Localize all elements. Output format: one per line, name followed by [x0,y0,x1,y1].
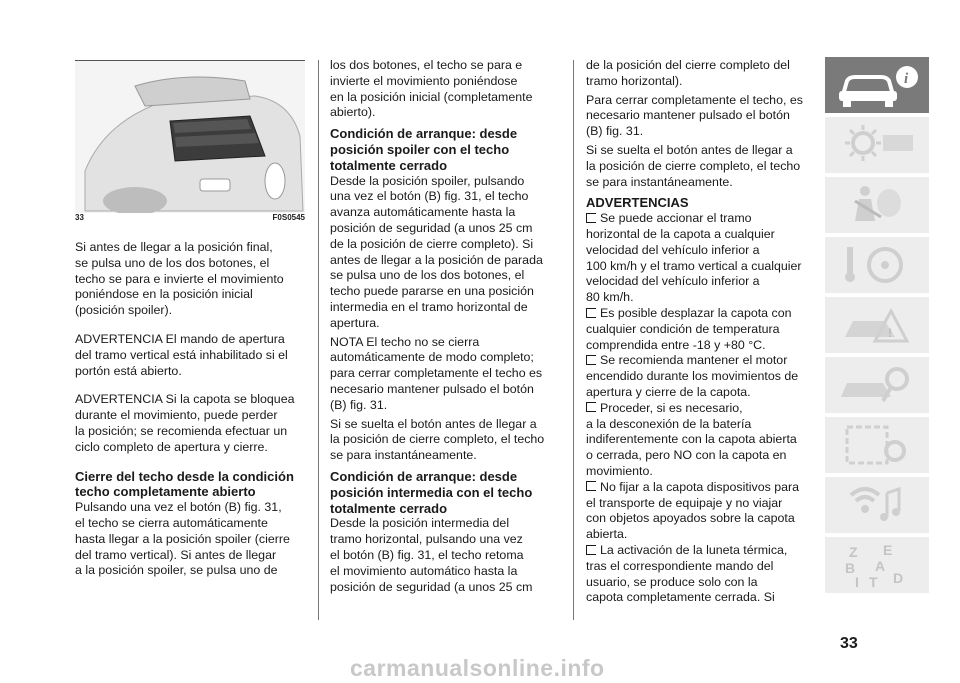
warnings-title: ADVERTENCIAS [586,195,689,211]
bullet-marker-icon [586,308,596,318]
figure-number: 33 [75,213,84,222]
warning-item: Es posible desplazar la capota con cualquier condición de temperatura comprendida entre -18 y +80 °C. [586,305,792,352]
dashboard-lights-icon [825,117,929,173]
column-divider [573,60,574,620]
paragraph: Si antes de llegar a la posición final, se pulsa uno de los dos botones, el techo se para e invierte el movimiento poniéndose en la posición inicial (posición spoiler). [75,240,284,318]
tab-dashboard-lights[interactable] [825,117,929,173]
column-divider [318,60,319,620]
warning-item: No fijar a la capota dispositivos para el transporte de equipaje y no viajar con objetos apoyados sobre la capota abierta. [586,479,800,542]
svg-text:i: i [904,71,909,87]
paragraph: de la posición del cierre completo del tramo horizontal). [586,58,790,88]
index-icon [825,537,929,593]
warning-item: Se recomienda mantener el motor encendido durante los movimientos de apertura y cierre de la capota. [586,353,799,399]
bullet-marker-icon [586,545,596,555]
svg-text:T: T [869,574,878,590]
convertible-roof-illustration [75,61,305,213]
svg-text:I: I [855,574,859,590]
section-heading: Cierre del techo desde la condición techo completamente abierto [75,468,294,500]
maintenance-icon [825,357,929,413]
paragraph: los dos botones, el techo se para e invierte el movimiento poniéndose en la posición inicial (completamente abierto). [330,58,533,120]
bullet-marker-icon [586,355,596,365]
paragraph: Si se suelta el botón antes de llegar a la posición de cierre completo, el techo se para instantáneamente. [330,416,545,463]
column-2 [330,58,565,595]
note-paragraph: NOTA El techo no se cierra automáticamente de modo completo; para cerrar completamente el techo es necesario mantener pulsado el botón (B) fig. 31. [330,334,543,412]
paragraph: Desde la posición spoiler, pulsando una vez el botón (B) fig. 31, el techo avanza automáticamente hasta la posición de seguridad (a unos 25 cm de la posición de cierre completo). Si antes de llegar a la posición de parada se pulsa uno de los dos botones, el techo puede pararse en una posición intermedia en el tramo horizontal de apertura. [330,173,543,330]
tab-emergency[interactable] [825,297,929,353]
warning-item: Proceder, si es necesario, a la desconexión de la batería indiferentemente con la capota abierta o cerrada, pero NO con la capota en movimiento. [586,400,797,478]
column-3 [586,58,821,606]
tab-maintenance[interactable] [825,357,929,413]
paragraph: Si se suelta el botón antes de llegar a la posición de cierre completo, el techo se para instantáneamente. [586,142,801,189]
paragraph: Desde la posición intermedia del tramo horizontal, pulsando una vez el botón (B) fig. 31, el techo retoma el movimiento automático hasta la posición de seguridad (a unos 25 cm [330,516,533,594]
warning-item: Se puede accionar el tramo horizontal de la capota a cualquier velocidad del vehículo inferior a 100 km/h y el tramo vertical a cualquier velocidad del vehículo inferior a 80 km/h. [586,211,802,305]
tab-starting-driving[interactable] [825,237,929,293]
bullet-marker-icon [586,213,596,223]
tab-index[interactable] [825,537,929,593]
paragraph: Pulsando una vez el botón (B) fig. 31, el techo se cierra automáticamente hasta llegar a la posición spoiler (cierre del tramo vertical). Si antes de llegar a la posición spoiler, se pulsa uno de [75,500,290,578]
warning-paragraph: ADVERTENCIA El mando de apertura del tramo vertical está inhabilitado si el portón está abierto. [75,331,288,378]
tab-car-info[interactable] [825,57,929,113]
warning-paragraph: ADVERTENCIA Si la capota se bloquea durante el movimiento, puede perder la posición; se recomienda efectuar un ciclo completo de apertura y cierre. [75,392,295,454]
warning-item: La activación de la luneta térmica, tras el correspondiente mando del usuario, se produce solo con la capota completamente cerrada. Si [586,542,788,605]
page-number: 33 [840,635,858,652]
bullet-marker-icon [586,402,596,412]
svg-text:B: B [845,560,856,576]
svg-text:E: E [883,542,893,558]
car-info-icon [825,57,929,113]
technical-data-icon [825,417,929,473]
multimedia-icon [825,477,929,533]
paragraph: Para cerrar completamente el techo, es necesario mantener pulsado el botón (B) fig. 31. [586,92,803,139]
bullet-marker-icon [586,481,596,491]
watermark: carmanualsonline.info [350,655,605,681]
emergency-icon [825,297,929,353]
figure-code: F0S0545 [272,213,305,222]
column-1 [75,240,310,579]
svg-text:!: ! [888,326,892,340]
tab-multimedia[interactable] [825,477,929,533]
chapter-tabs [825,57,929,597]
section-heading: Condición de arranque: desde posición spoiler con el techo totalmente cerrado [330,126,518,173]
section-heading: Condición de arranque: desde posición intermedia con el techo totalmente cerrado [330,468,533,516]
tab-technical-data[interactable] [825,417,929,473]
figure-33 [75,60,305,213]
starting-driving-icon [825,237,929,293]
safety-airbag-icon [825,177,929,233]
svg-text:Z: Z [849,544,858,560]
tab-safety[interactable] [825,177,929,233]
svg-text:D: D [893,570,904,586]
svg-text:A: A [875,558,886,574]
